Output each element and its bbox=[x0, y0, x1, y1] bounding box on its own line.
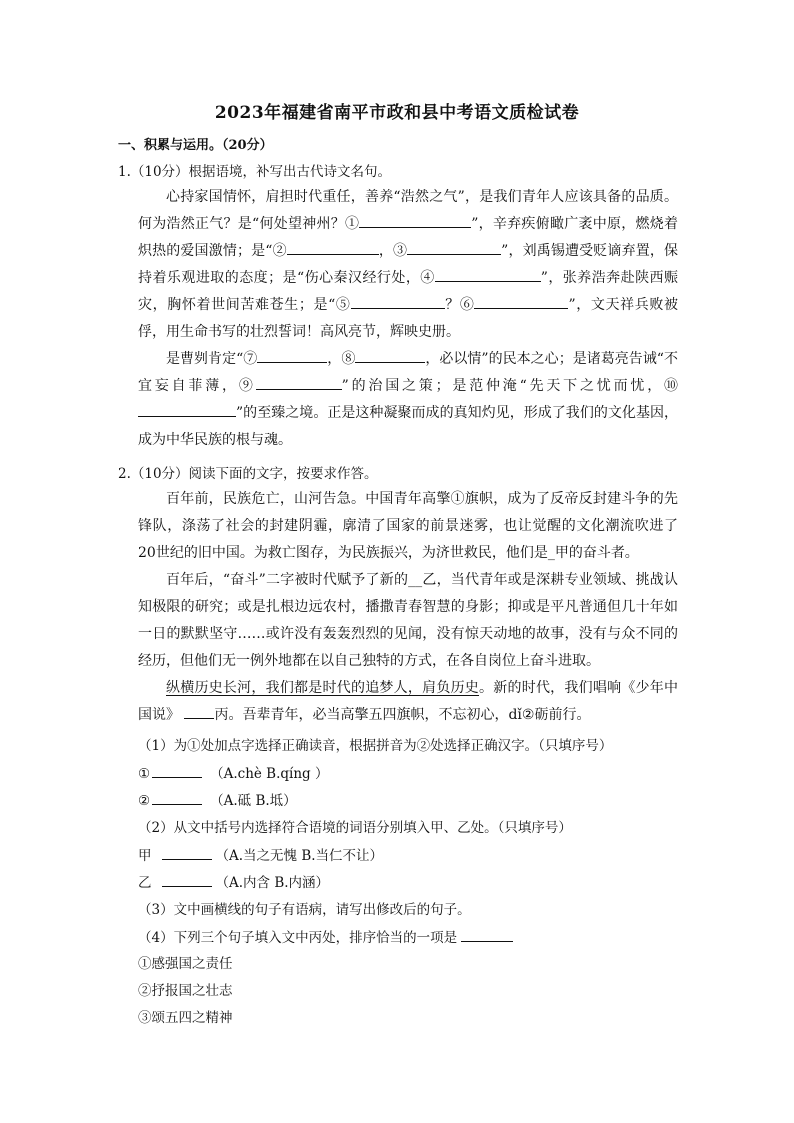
answer-blank[interactable] bbox=[162, 872, 212, 887]
question-2-stem: 2.（10分）阅读下面的文字，按要求作答。 bbox=[118, 466, 378, 482]
sub-question-3: （3）文中画横线的句子有语病，请写出修改后的句子。 bbox=[138, 902, 471, 918]
answer-blank[interactable] bbox=[351, 294, 445, 309]
underlined-sentence: 纵横历史长河，我们都是时代的追梦人，肩负历史 bbox=[166, 680, 480, 696]
option-line-1a: ① （A.chè B.qíng ） bbox=[138, 763, 329, 784]
choice-item-1: ①感强国之责任 bbox=[138, 956, 233, 972]
passage-paragraph: 心持家国情怀，肩担时代重任，善养“浩然之气”，是我们青年人应该具备的品质。何为浩然正气？是“何处望神州？① ”，辛弃疾俯瞰广袤中原，燃烧着炽热的爱国激情；是“② ，③ ”，刘禹锡遭受贬谪弃置，保持着乐观进取的态度；是“伤心秦汉经行处，④ ”，张养浩奔赴陕西赈灾，胸怀着世间苦难苍生；是“⑤ ？⑥ ”，文天祥兵败被俘，用生命书写的壮烈誓词！高风亮节，辉映史册。 bbox=[138, 189, 678, 340]
answer-blank[interactable] bbox=[152, 763, 202, 778]
passage-paragraph: 百年前，民族危亡，山河告急。中国青年高擎①旗帜，成为了反帝反封建斗争的先锋队，涤荡了社会的封建阴霾，廓清了国家的前景迷雾，也让觉醒的文化潮流吹进了 20世纪的旧中国。为救亡图存，为民族振兴，为济世救民，他们是_甲的奋斗者。 bbox=[138, 491, 678, 561]
section-heading: 一、积累与运用。（20分） bbox=[118, 138, 273, 153]
option-line-1b: ② （A.砥 B.坻） bbox=[138, 790, 297, 811]
answer-blank[interactable] bbox=[152, 790, 202, 805]
option-line-2a: 甲 （A.当之无愧 B.当仁不让） bbox=[138, 845, 383, 866]
answer-blank[interactable] bbox=[257, 348, 327, 363]
answer-blank[interactable] bbox=[407, 240, 501, 255]
question-1-stem: 1.（10分）根据语境，补写出古代诗文名句。 bbox=[118, 164, 392, 180]
answer-blank[interactable] bbox=[435, 267, 541, 282]
answer-blank[interactable] bbox=[184, 704, 214, 719]
answer-blank[interactable] bbox=[355, 348, 425, 363]
question-1-passage bbox=[138, 184, 678, 454]
answer-blank[interactable] bbox=[359, 213, 471, 228]
sub-question-4: （4）下列三个句子填入文中丙处，排序恰当的一项是 bbox=[138, 927, 513, 948]
page-title: 2023年福建省南平市政和县中考语文质检试卷 bbox=[214, 103, 580, 123]
answer-blank[interactable] bbox=[461, 927, 513, 942]
question-2-passage bbox=[138, 486, 678, 729]
sub-question-1: （1）为①处加点字选择正确读音，根据拼音为②处选择正确汉字。（只填序号） bbox=[138, 738, 613, 754]
answer-blank[interactable] bbox=[256, 375, 342, 390]
choice-item-3: ③颂五四之精神 bbox=[138, 1010, 233, 1026]
choice-item-2: ②抒报国之壮志 bbox=[138, 983, 233, 999]
passage-paragraph: 纵横历史长河，我们都是时代的追梦人，肩负历史。新的时代，我们唱响《少年中国说》 丙。吾辈青年，必当高擎五四旗帜，不忘初心，dǐ②砺前行。 bbox=[138, 680, 679, 723]
answer-blank[interactable] bbox=[474, 294, 568, 309]
passage-paragraph: 百年后，“奋斗”二字被时代赋予了新的__乙，当代青年或是深耕专业领域、挑战认知极限的研究；或是扎根边远农村，播撒青春智慧的身影；抑或是平凡普通但几十年如一日的默默坚守……或许没有轰轰烈烈的见闻，没有惊天动地的故事，没有与众不同的经历，但他们无一例外地都在以自己独特的方式，在各自岗位上奋斗进取。 bbox=[138, 572, 678, 669]
answer-blank[interactable] bbox=[162, 845, 212, 860]
sub-question-2: （2）从文中括号内选择符合语境的词语分别填入甲、乙处。（只填序号） bbox=[138, 820, 572, 836]
answer-blank[interactable] bbox=[287, 240, 379, 255]
answer-blank[interactable] bbox=[138, 402, 236, 417]
option-line-2b: 乙 （A.内含 B.内涵） bbox=[138, 872, 329, 893]
passage-paragraph: 是曹刿肯定“⑦ ，⑧ ，必以情”的民本之心；是诸葛亮告诫“不宜妄自菲薄，⑨ ”的治国之策；是范仲淹“先天下之忧而忧，⑩”的至臻之境。正是这种凝聚而成的真知灼见，形成了我们的文化基因，成为中华民族的根与魂。 bbox=[138, 346, 678, 454]
